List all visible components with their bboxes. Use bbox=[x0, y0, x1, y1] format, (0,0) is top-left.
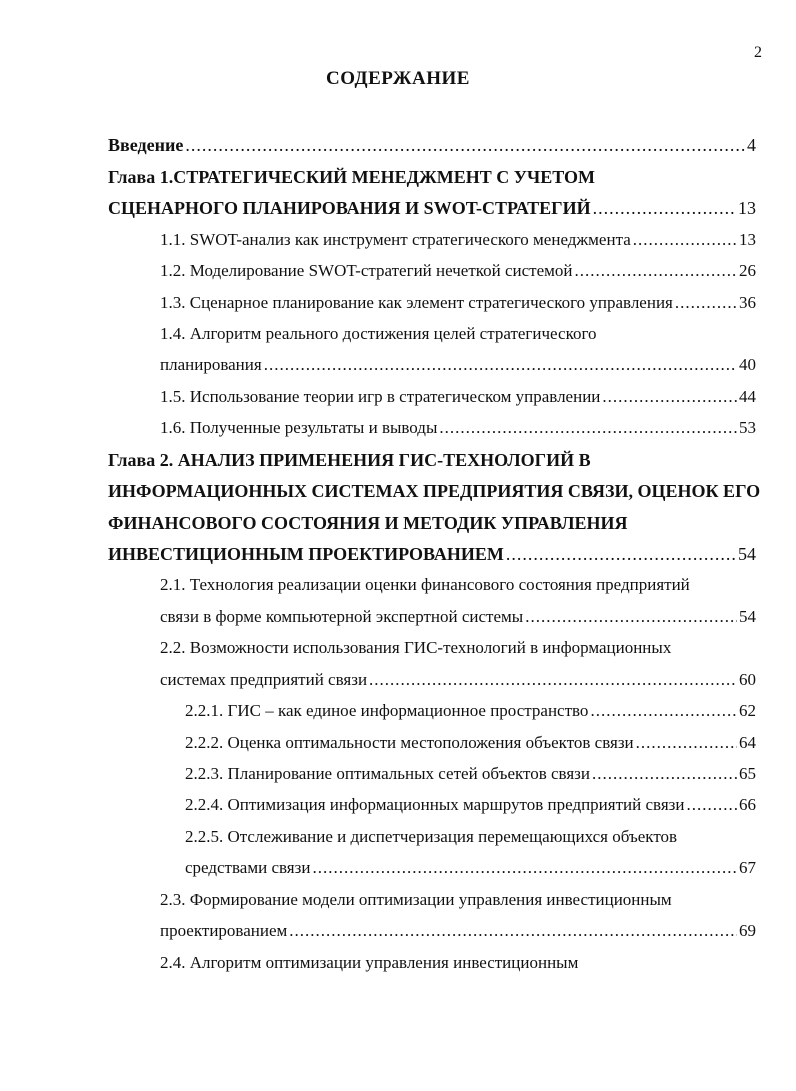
toc-entry bbox=[185, 730, 756, 756]
toc-entry-page: 54 bbox=[739, 607, 756, 626]
toc-entry: ФИНАНСОВОГО СОСТОЯНИЯ И МЕТОДИК УПРАВЛЕНИЯ bbox=[108, 513, 628, 533]
toc-entry-text: связи в форме компьютерной экспертной системы bbox=[160, 607, 524, 626]
toc-entry-text: СЦЕНАРНОГО ПЛАНИРОВАНИЯ И SWOT-СТРАТЕГИЙ bbox=[108, 198, 591, 218]
toc-entry-text: 1.2. Моделирование SWOT-стратегий нечеткой системой bbox=[160, 261, 573, 280]
toc-entry: 2.2. Возможности использования ГИС-технологий в информационных bbox=[160, 638, 672, 657]
toc-leader-dots bbox=[636, 730, 737, 756]
toc-entry-page: 69 bbox=[739, 921, 756, 940]
toc-entry-text: Введение bbox=[108, 135, 184, 155]
toc-entry bbox=[185, 761, 756, 787]
toc-entry-page: 62 bbox=[739, 701, 756, 720]
toc-entry: 2.3. Формирование модели оптимизации управления инвестиционным bbox=[160, 890, 672, 909]
toc-entry-text: системах предприятий связи bbox=[160, 670, 368, 689]
toc-entry-page: 65 bbox=[739, 764, 756, 783]
toc-entry: Глава 2. АНАЛИЗ ПРИМЕНЕНИЯ ГИС-ТЕХНОЛОГИЙ В bbox=[108, 450, 591, 470]
toc-entry-text: 1.1. SWOT-анализ как инструмент стратегического менеджмента bbox=[160, 230, 631, 249]
toc-entry bbox=[160, 667, 756, 693]
toc-entry-text: 2.2.3. Планирование оптимальных сетей объектов связи bbox=[185, 764, 590, 783]
toc-entry bbox=[160, 604, 756, 630]
toc-leader-dots bbox=[633, 227, 737, 253]
page-number: 2 bbox=[754, 44, 762, 61]
toc-entry: 2.2.5. Отслеживание и диспетчеризация перемещающихся объектов bbox=[185, 827, 678, 846]
toc-entry-page: 4 bbox=[747, 135, 756, 155]
toc-entry-page: 53 bbox=[739, 418, 756, 437]
toc-entry-text: 2.2.4. Оптимизация информационных маршрутов предприятий связи bbox=[185, 795, 685, 814]
toc-entry-page: 13 bbox=[738, 198, 756, 218]
toc-entry bbox=[160, 290, 756, 316]
toc-entry bbox=[185, 698, 756, 724]
toc-entry-page: 36 bbox=[739, 293, 756, 312]
toc-entry bbox=[160, 415, 756, 441]
toc-entry-page: 40 bbox=[739, 355, 756, 374]
toc-entry-text: планирования bbox=[160, 355, 262, 374]
toc-entry-text: ИНВЕСТИЦИОННЫМ ПРОЕКТИРОВАНИЕМ bbox=[108, 544, 504, 564]
toc-entry bbox=[185, 792, 756, 818]
toc-entry-text: 2.2.1. ГИС – как единое информационное пространство bbox=[185, 701, 589, 720]
toc-entry-text: проектированием bbox=[160, 921, 288, 940]
toc-leader-dots bbox=[602, 384, 737, 410]
toc-leader-dots bbox=[525, 604, 737, 630]
toc-entry-page: 26 bbox=[739, 261, 756, 280]
toc-entry bbox=[160, 227, 756, 253]
toc-entry bbox=[160, 352, 756, 378]
toc-leader-dots bbox=[592, 761, 737, 787]
toc-leader-dots bbox=[264, 352, 737, 378]
toc-entry-text: средствами связи bbox=[185, 858, 311, 877]
toc-entry-page: 44 bbox=[739, 387, 756, 406]
toc-entry bbox=[160, 258, 756, 284]
toc-entry bbox=[108, 195, 756, 221]
toc-entry: 2.4. Алгоритм оптимизации управления инвестиционным bbox=[160, 953, 579, 972]
toc-leader-dots bbox=[506, 541, 736, 567]
toc-entry-page: 64 bbox=[739, 733, 756, 752]
toc-leader-dots bbox=[575, 258, 737, 284]
toc-leader-dots bbox=[686, 792, 737, 818]
toc-leader-dots bbox=[289, 918, 737, 944]
toc-leader-dots bbox=[590, 698, 737, 724]
toc-entry-page: 66 bbox=[739, 795, 756, 814]
toc-entry: 2.1. Технология реализации оценки финансового состояния предприятий bbox=[160, 575, 690, 594]
toc-entry-text: 2.2.2. Оценка оптимальности местоположения объектов связи bbox=[185, 733, 634, 752]
toc-entry-text: 1.3. Сценарное планирование как элемент стратегического управления bbox=[160, 293, 673, 312]
toc-entry: ИНФОРМАЦИОННЫХ СИСТЕМАХ ПРЕДПРИЯТИЯ СВЯЗИ, ОЦЕНОК ЕГО bbox=[108, 481, 761, 501]
toc-entry-text: 1.6. Полученные результаты и выводы bbox=[160, 418, 438, 437]
toc-leader-dots bbox=[675, 290, 737, 316]
toc-entry bbox=[185, 855, 756, 881]
toc-entry bbox=[160, 384, 756, 410]
toc-entry-page: 54 bbox=[738, 544, 756, 564]
toc-leader-dots bbox=[185, 132, 745, 158]
toc-leader-dots bbox=[439, 415, 737, 441]
toc-entry: 1.4. Алгоритм реального достижения целей стратегического bbox=[160, 324, 597, 343]
toc-entry-text: 1.5. Использование теории игр в стратегическом управлении bbox=[160, 387, 601, 406]
page-title: СОДЕРЖАНИЕ bbox=[326, 68, 470, 89]
toc-entry-page: 13 bbox=[739, 230, 756, 249]
toc-entry bbox=[160, 918, 756, 944]
toc-leader-dots bbox=[369, 667, 737, 693]
toc-leader-dots bbox=[593, 195, 736, 221]
toc-entry-page: 67 bbox=[739, 858, 756, 877]
toc-entry: Глава 1.СТРАТЕГИЧЕСКИЙ МЕНЕДЖМЕНТ С УЧЕТОМ bbox=[108, 167, 595, 187]
toc-leader-dots bbox=[312, 855, 737, 881]
toc-entry bbox=[108, 132, 756, 158]
toc-entry bbox=[108, 541, 756, 567]
toc-entry-page: 60 bbox=[739, 670, 756, 689]
